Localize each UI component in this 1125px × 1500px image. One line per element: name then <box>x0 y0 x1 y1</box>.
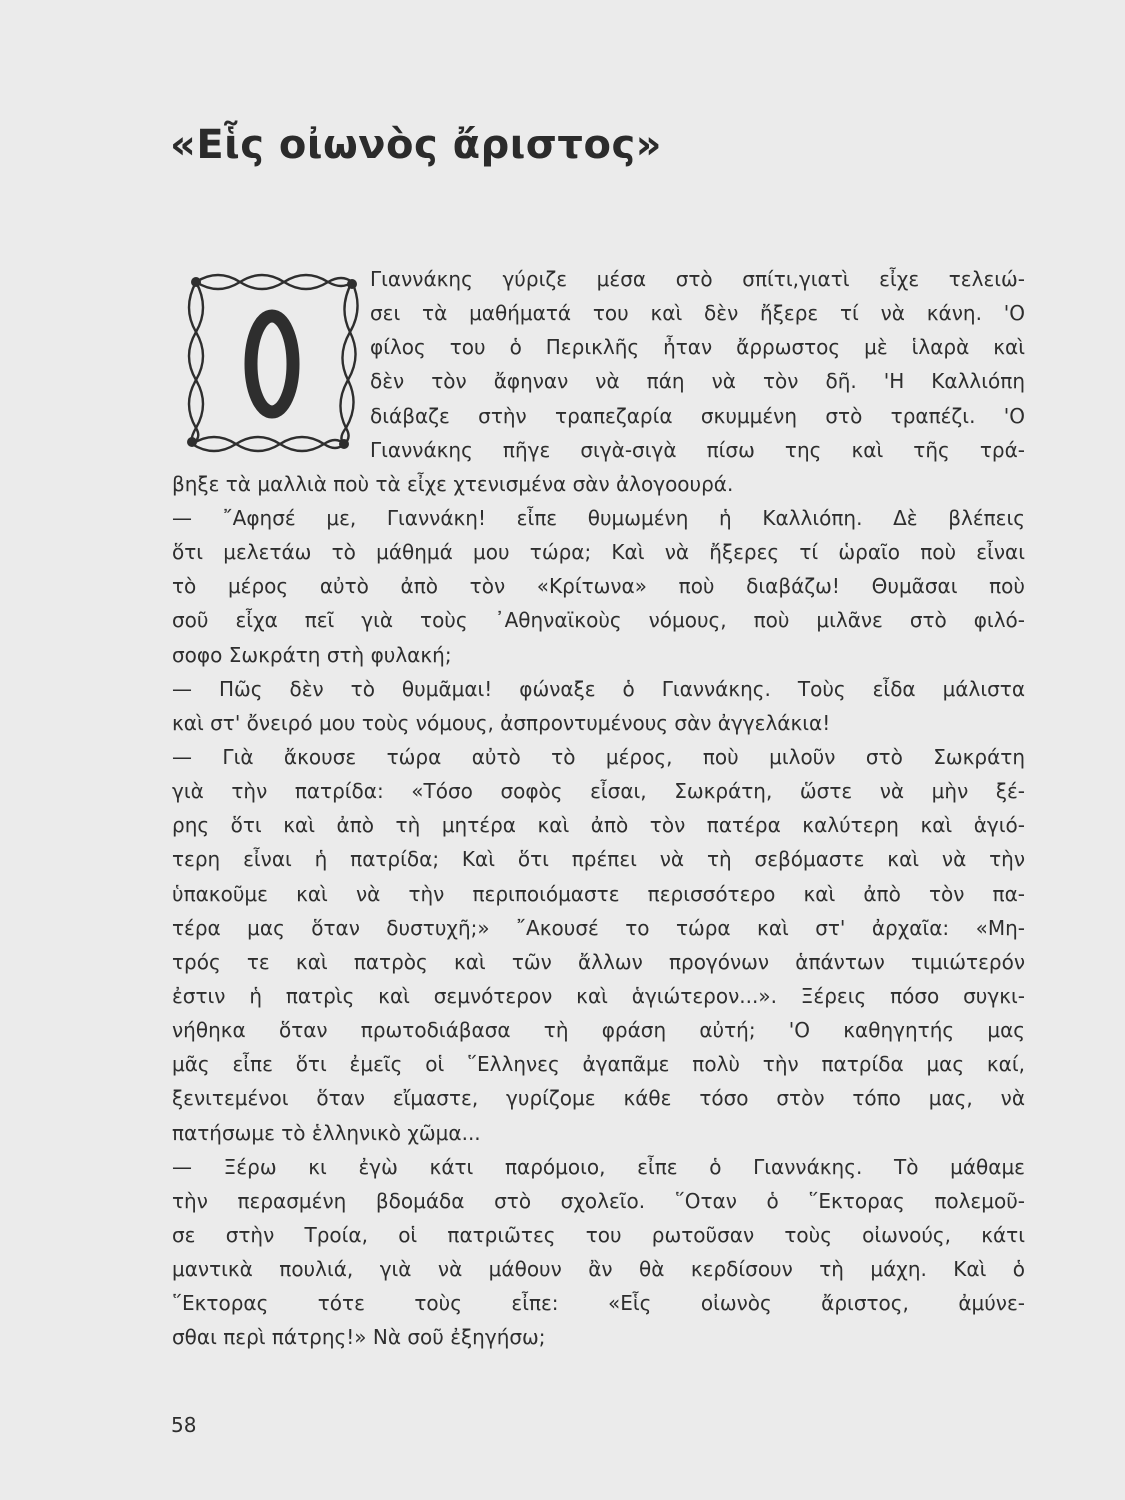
text-line: σθαι περὶ πάτρης!» Νὰ σοῦ ἐξηγήσω; <box>172 1325 546 1350</box>
body-text <box>172 262 1025 1355</box>
text-line: σοῦ εἶχα πεῖ γιὰ τοὺς ᾿Αθηναϊκοὺς νόμους, ποὺ μιλᾶνε στὸ φιλό- <box>172 608 1025 633</box>
text-line: τέρα μας ὅταν δυστυχῆ;» ῎Ακουσέ το τώρα καὶ στ' ἀρχαῖα: «Μη- <box>172 915 1025 940</box>
text-line: τερη εἶναι ἡ πατρίδα; Καὶ ὅτι πρέπει νὰ τὴ σεβόμαστε καὶ νὰ τὴν <box>172 847 1025 872</box>
text-line: γιὰ τὴν πατρίδα: «Τόσο σοφὸς εἶσαι, Σωκράτη, ὥστε νὰ μὴν ξέ- <box>172 779 1025 804</box>
text-line: — Πῶς δὲν τὸ θυμᾶμαι! φώναξε ὁ Γιαννάκης. Τοὺς εἶδα μάλιστα <box>172 676 1025 701</box>
text-line: φίλος του ὁ Περικλῆς ἦταν ἄρρωστος μὲ ἱλαρὰ καὶ <box>370 335 1025 360</box>
text-line: ῞Εκτορας τότε τοὺς εἶπε: «Εἷς οἰωνὸς ἄριστος, ἀμύνε- <box>172 1291 1025 1316</box>
text-line: δὲν τὸν ἄφηναν νὰ πάη νὰ τὸν δῆ. 'Η Καλλιόπη <box>370 369 1025 394</box>
text-line: Γιαννάκης πῆγε σιγὰ-σιγὰ πίσω της καὶ τῆς τρά- <box>370 437 1025 462</box>
text-line: καὶ στ' ὄνειρό μου τοὺς νόμους, ἀσπροντυμένους σὰν ἀγγελάκια! <box>172 710 831 735</box>
text-line: διάβαζε στὴν τραπεζαρία σκυμμένη στὸ τραπέζι. 'Ο <box>370 403 1025 428</box>
text-line: σοφο Σωκράτη στὴ φυλακή; <box>172 642 452 667</box>
text-line: τὴν περασμένη βδομάδα στὸ σχολεῖο. ῞Οταν ὁ ῞Εκτορας πολεμοῦ- <box>172 1188 1025 1213</box>
text-line: — ῎Αφησέ με, Γιαννάκη! εἶπε θυμωμένη ἡ Καλλιόπη. Δὲ βλέπεις <box>172 505 1025 530</box>
text-line: βηξε τὰ μαλλιὰ ποὺ τὰ εἶχε χτενισμένα σὰν ἀλογοουρά. <box>172 471 734 496</box>
text-line: μαντικὰ πουλιά, γιὰ νὰ μάθουν ἂν θὰ κερδίσουν τὴ μάχη. Καὶ ὁ <box>172 1257 1025 1282</box>
page-number: 58 <box>171 1413 197 1437</box>
text-line: ρης ὅτι καὶ ἀπὸ τὴ μητέρα καὶ ἀπὸ τὸν πατέρα καλύτερη καὶ ἁγιό- <box>172 813 1025 838</box>
text-line: σε στὴν Τροία, οἱ πατριῶτες του ρωτοῦσαν τοὺς οἰωνούς, κάτι <box>172 1222 1025 1247</box>
text-line: πατήσωμε τὸ ἑλληνικὸ χῶμα... <box>172 1120 481 1145</box>
text-line: ξενιτεμένοι ὅταν εἴμαστε, γυρίζομε κάθε τόσο στὸν τόπο μας, νὰ <box>172 1086 1025 1111</box>
text-line: μᾶς εἶπε ὅτι ἐμεῖς οἱ ῞Ελληνες ἀγαπᾶμε πολὺ τὴν πατρίδα μας καί, <box>172 1052 1025 1077</box>
text-line: τὸ μέρος αὐτὸ ἀπὸ τὸν «Κρίτωνα» ποὺ διαβάζω! Θυμᾶσαι ποὺ <box>172 574 1025 599</box>
drop-cap-letter: Ο <box>272 388 273 389</box>
text-line: ἐστιν ἡ πατρὶς καὶ σεμνότερον καὶ ἁγιώτερον...». Ξέρεις πόσο συγκι- <box>172 983 1025 1008</box>
text-line: τρός τε καὶ πατρὸς καὶ τῶν ἄλλων προγόνων ἁπάντων τιμιώτερόν <box>172 949 1025 974</box>
chapter-title: «Εἷς οἰωνὸς ἄριστος» <box>170 122 662 168</box>
text-line: — Γιὰ ἄκουσε τώρα αὐτὸ τὸ μέρος, ποὺ μιλοῦν στὸ Σωκράτη <box>172 744 1025 769</box>
text-line: ὅτι μελετάω τὸ μάθημά μου τώρα; Καὶ νὰ ἤξερες τί ὡραῖο ποὺ εἶναι <box>172 540 1025 565</box>
text-line: σει τὰ μαθήματά του καὶ δὲν ἤξερε τί νὰ κάνη. 'Ο <box>370 301 1025 326</box>
text-line: νήθηκα ὅταν πρωτοδιάβασα τὴ φράση αὐτή; 'Ο καθηγητής μας <box>172 1018 1025 1043</box>
text-line: — Ξέρω κι ἐγὼ κάτι παρόμοιο, εἶπε ὁ Γιαννάκης. Τὸ μάθαμε <box>172 1154 1025 1179</box>
text-line: Γιαννάκης γύριζε μέσα στὸ σπίτι,γιατὶ εἶχε τελειώ- <box>370 267 1025 291</box>
text-line: ὑπακοῦμε καὶ νὰ τὴν περιποιόμαστε περισσότερο καὶ ἀπὸ τὸν πα- <box>172 881 1025 906</box>
